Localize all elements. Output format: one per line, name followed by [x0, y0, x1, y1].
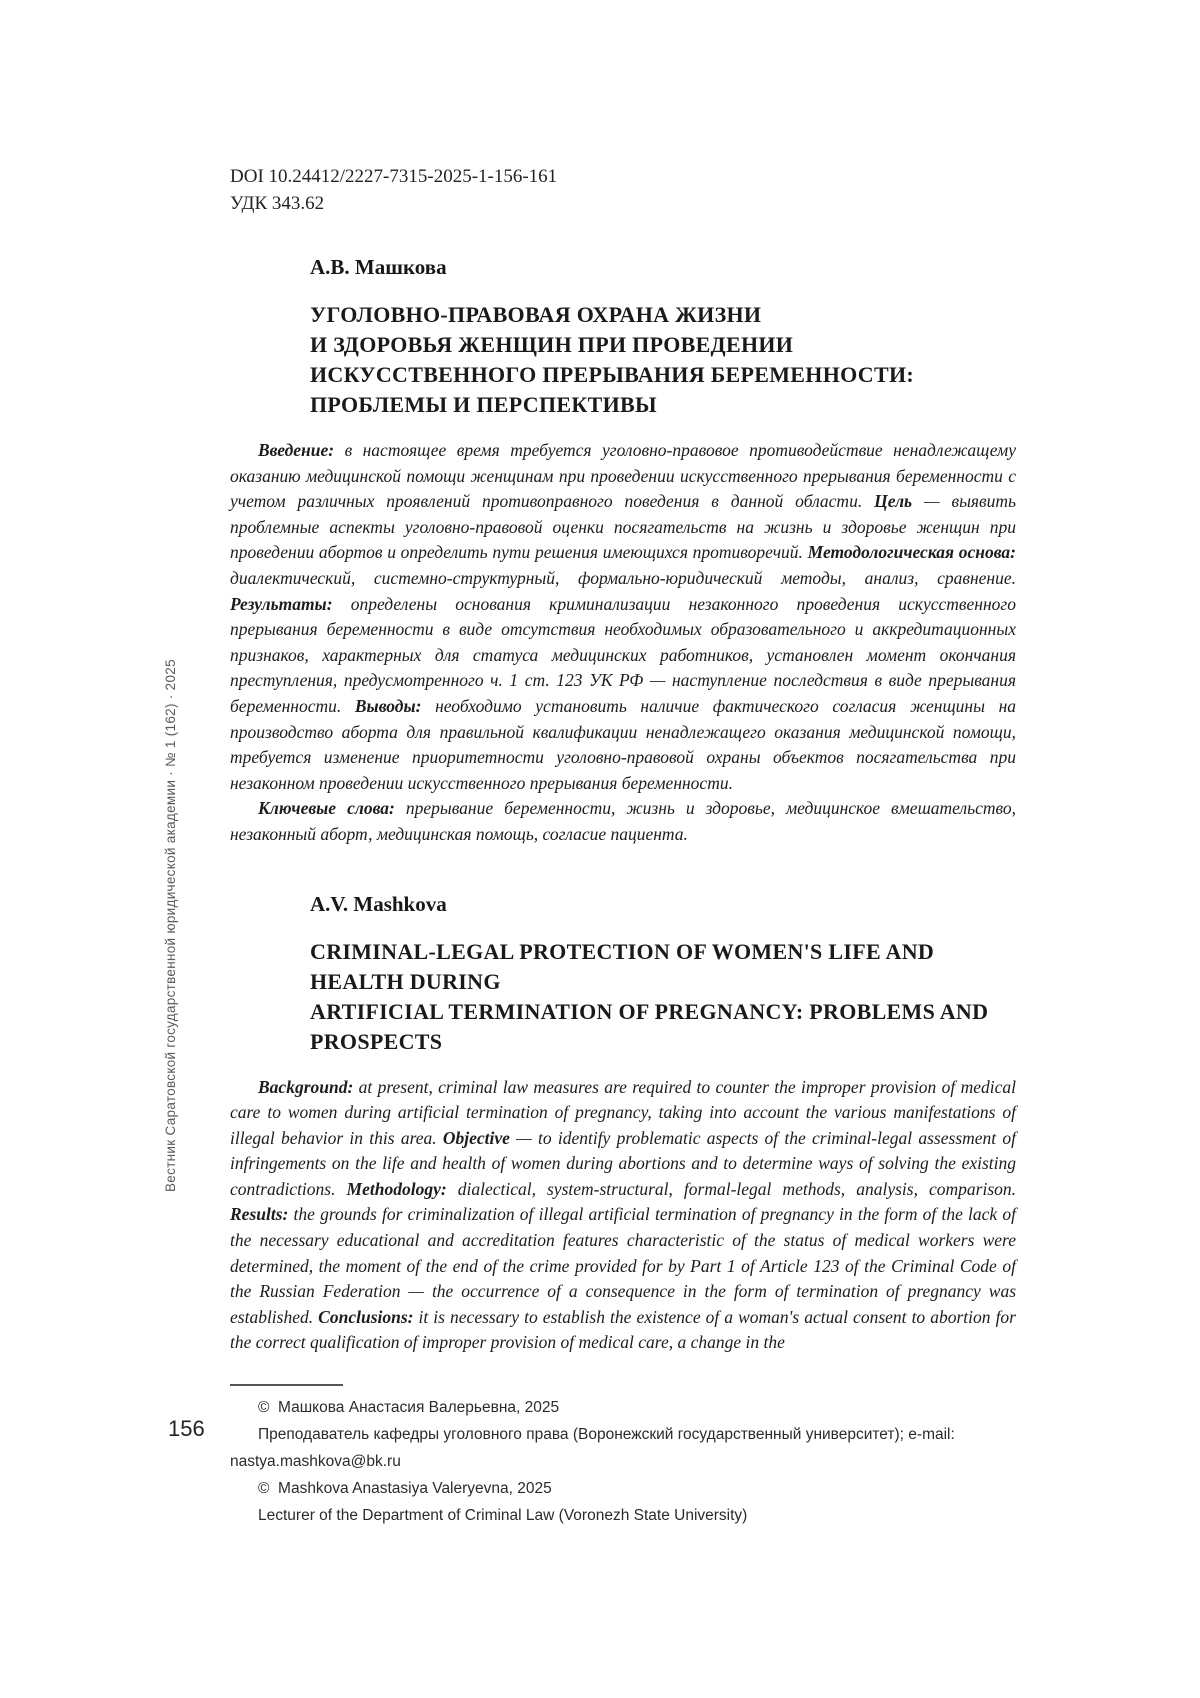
journal-sidebar-text: Вестник Саратовской государственной юридической академии · № 1 (162) · 2025: [163, 659, 178, 1192]
doi-udk-block: [230, 163, 1016, 217]
bold-label-run: Введение:: [258, 440, 335, 460]
keywords-ru-paragraph: [230, 796, 1016, 847]
bold-label-run: Conclusions:: [318, 1306, 414, 1327]
text-run: at present, criminal law measures are required to counter the improper provision of medical care to women during artificial termination of pregnancy, taking into account the various manifestations of illegal behavior in this area.: [230, 1076, 1016, 1148]
author-ru: А.В. Машкова: [310, 255, 447, 279]
article-title-ru: УГОЛОВНО-ПРАВОВАЯ ОХРАНА ЖИЗНИ И ЗДОРОВЬЯ ЖЕНЩИН ПРИ ПРОВЕДЕНИИ ИСКУССТВЕННОГО ПРЕРЫВАНИЯ БЕРЕМЕННОСТИ: ПРОБЛЕМЫ И ПЕРСПЕКТИВЫ: [310, 302, 914, 417]
footnote-block: [230, 1394, 1016, 1529]
bold-label-run: Цель: [874, 491, 913, 512]
copyright-en: © Mashkova Anastasiya Valeryevna, 2025: [258, 1480, 552, 1498]
bold-label-run: Ключевые слова:: [258, 798, 395, 819]
bold-label-run: Results:: [230, 1204, 289, 1225]
text-run: dialectical, system-structural, formal-legal methods, analysis, comparison.: [446, 1178, 1017, 1199]
article-content: [230, 163, 1016, 1529]
article-title-en: CRIMINAL-LEGAL PROTECTION OF WOMEN'S LIFE AND HEALTH DURING ARTIFICIAL TERMINATION OF PREGNANCY: PROBLEMS AND PROSPECTS: [310, 938, 989, 1054]
text-run: диалектический, системно-структурный, формально-юридический методы, анализ, сравнение.: [230, 567, 1016, 588]
bold-label-run: Методологическая основа:: [807, 542, 1016, 563]
abstract-ru-paragraph: [230, 438, 1016, 796]
text-run: в настоящее время требуется уголовно-правовое противодействие ненадлежащему оказанию медицинской помощи женщинам при проведении искусственного прерывания беременности с учетом различных проявлений противоправного поведения в данной области.: [230, 440, 1016, 512]
udk-line: УДК 343.62: [230, 193, 325, 214]
page-number: 156: [168, 1416, 205, 1441]
abstract-ru: [230, 438, 1016, 848]
text-run: it is necessary to establish the existence of a woman's actual consent to abortion for the correct qualification of improper provision of medical care, a change in the: [230, 1306, 1016, 1353]
bold-label-run: Objective: [442, 1127, 510, 1148]
text-run: прерывание беременности, жизнь и здоровье, медицинское вмешательство, незаконный аборт, медицинская помощь, согласие пациента.: [230, 798, 1016, 844]
abstract-en-paragraph: [230, 1075, 1016, 1357]
abstract-en: [230, 1075, 1016, 1357]
affiliation-en: Lecturer of the Department of Criminal Law (Voronezh State University): [258, 1507, 748, 1525]
text-run: определены основания криминализации незаконного проведения искусственного прерывания беременности в виде отсутствия необходимых образовательного и аккредитационных признаков, характерных для статуса медицинских работников, установлен момент окончания преступления, предусмотренного ч. 1 ст. 123 УК РФ — наступление последствия в виде прерывания беременности.: [230, 593, 1016, 716]
copyright-ru: © Машкова Анастасия Валерьевна, 2025: [258, 1399, 560, 1417]
text-run: — выявить проблемные аспекты уголовно-правовой оценки посягательств на жизнь и здоровье женщин при проведении абортов и определить пути решения имеющихся противоречий.: [230, 491, 1016, 563]
bold-label-run: Background:: [258, 1076, 354, 1097]
doi-line: DOI 10.24412/2227-7315-2025-1-156-161: [230, 166, 558, 187]
author-en: A.V. Mashkova: [310, 891, 447, 916]
bold-label-run: Результаты:: [230, 593, 333, 614]
footnote-divider: [230, 1384, 343, 1386]
text-run: необходимо установить наличие фактического согласия женщины на производство аборта для правильной квалификации ненадлежащего оказания медицинской помощи, требуется изменение приоритетности уголовно-правовой охраны объектов посягательства при незаконном проведении искусственного прерывания беременности.: [230, 695, 1017, 793]
bold-label-run: Methodology:: [346, 1178, 447, 1199]
text-run: the grounds for criminalization of illegal artificial termination of pregnancy in the form of the lack of the necessary educational and accreditation features characteristic of the status of medical workers were determined, the moment of the end of the crime provided for by Part 1 of Article 123 of the Criminal Code of the Russian Federation — the occurrence of a consequence in the form of termination of pregnancy was established.: [230, 1204, 1016, 1327]
affiliation-ru: Преподаватель кафедры уголовного права (Воронежский государственный университет); e-mail: nastya.mashkova@bk.ru: [230, 1426, 960, 1471]
bold-label-run: Выводы:: [354, 695, 422, 716]
english-section: [230, 892, 1016, 1357]
text-run: — to identify problematic aspects of the criminal-legal assessment of infringements on the life and health of women during abortions and to determine ways of solving the existing contradictions.: [230, 1127, 1017, 1199]
